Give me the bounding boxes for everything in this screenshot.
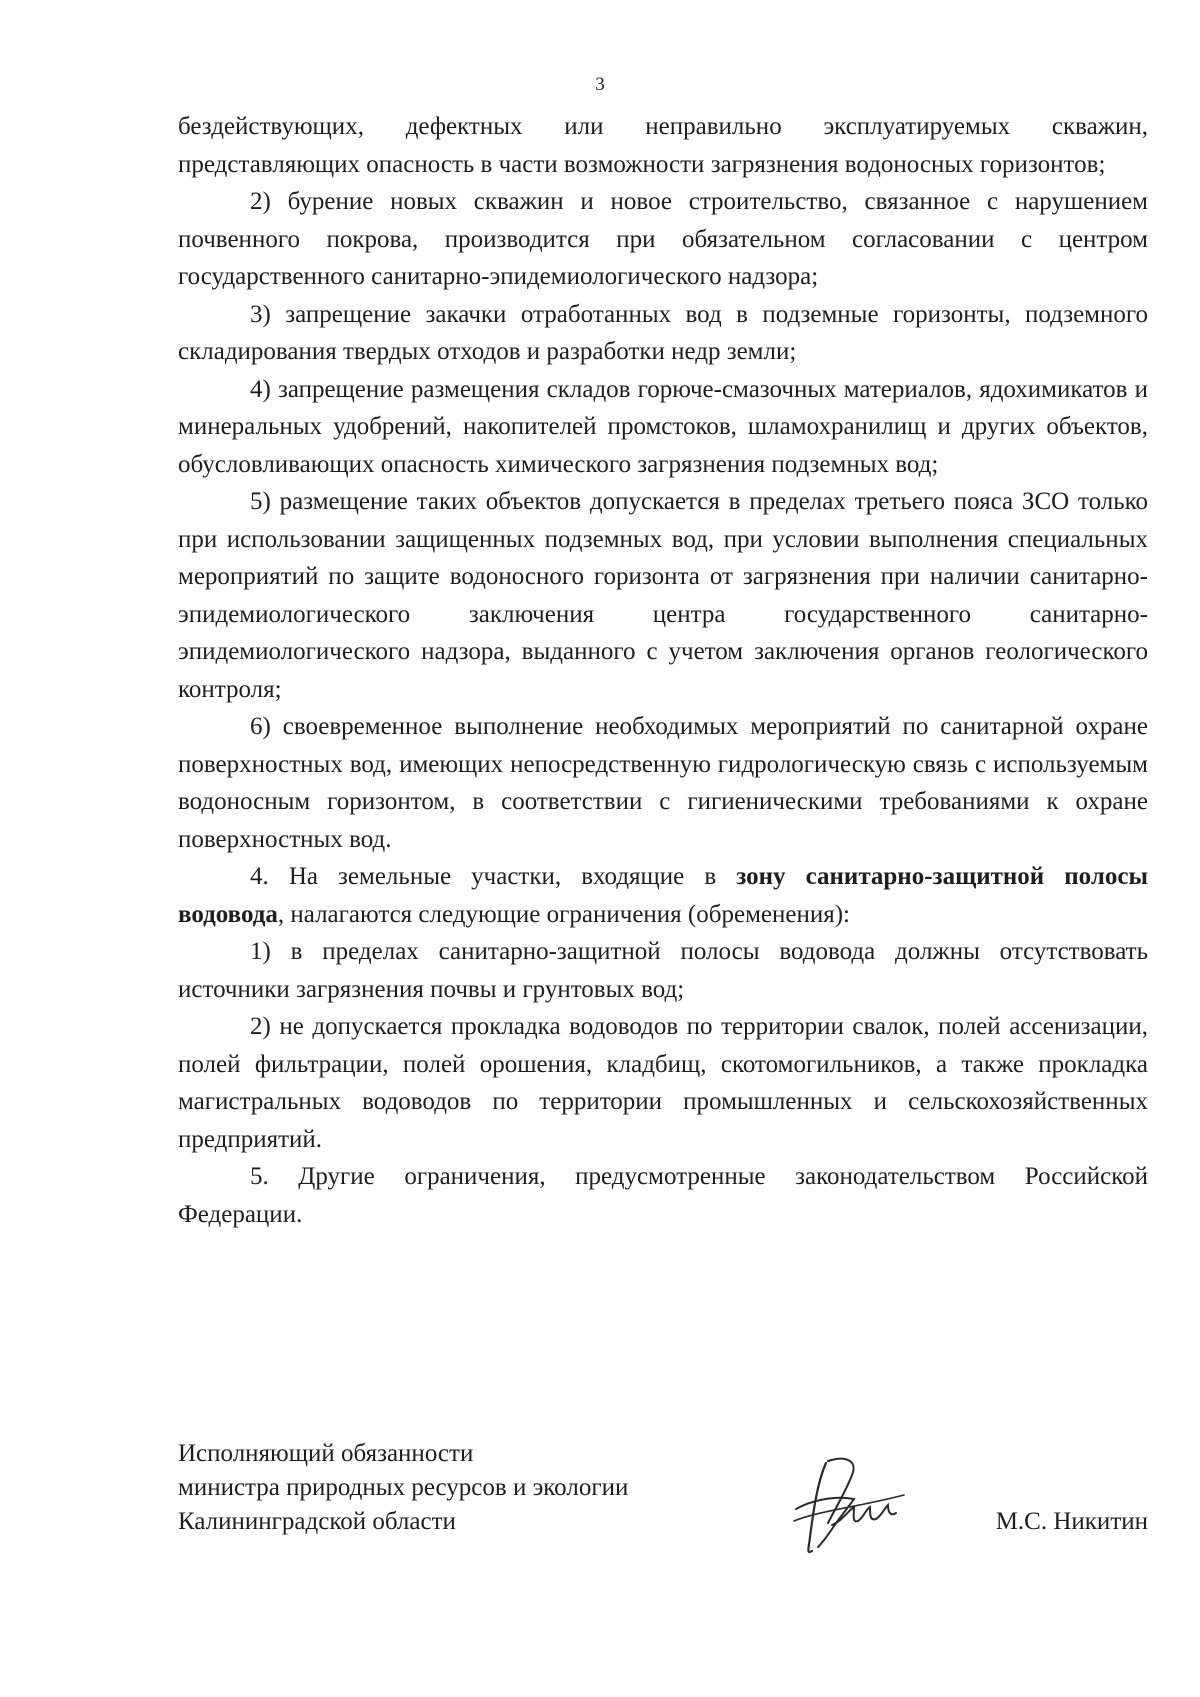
page-number: 3 <box>595 74 605 95</box>
paragraph-text: 3) запрещение закачки отработанных вод в подземные горизонты, подземного складирования твердых отходов и разработки недр земли; <box>178 300 1148 365</box>
paragraph-section-4-zone <box>178 858 1148 933</box>
paragraph-text: 1) в пределах санитарно-защитной полосы водовода должны отсутствовать источники загрязнения почвы и грунтовых вод; <box>178 938 1148 1003</box>
paragraph-item-5-placement <box>178 483 1148 708</box>
zone-emphasis: зону санитарно-защитной полосы водовода <box>178 863 1148 928</box>
paragraph-item-4-storage-ban <box>178 371 1148 484</box>
paragraph-text: 6) своевременное выполнение необходимых мероприятий по санитарной охране поверхностных вод, имеющих непосредственную гидрологическую связь с используемым водоносным горизонтом, в соответствии с гигиеническими требованиями к охране поверхностных вод. <box>178 713 1148 853</box>
paragraph-text: 5. Другие ограничения, предусмотренные законодательством Российской Федерации. <box>178 1163 1148 1228</box>
paragraph-text: 4. На земельные участки, входящие в <box>250 863 737 890</box>
signatory-title-line: министра природных ресурсов и экологии <box>178 1474 629 1501</box>
paragraph-text: 2) бурение новых скважин и новое строительство, связанное с нарушением почвенного покрова, производится при обязательном согласовании с центром государственного санитарно-эпидемиологического надзора; <box>178 188 1148 290</box>
paragraph-text: 5) размещение таких объектов допускается в пределах третьего пояса ЗСО только при использовании защищенных подземных вод, при условии выполнения специальных мероприятий по защите водоносного горизонта от загрязнения при наличии санитарно-эпидемиологического заключения центра государственного санитарно-эпидемиологического надзора, выданного с учетом заключения органов геологического контроля; <box>178 488 1148 703</box>
signature-block <box>178 1437 1148 1557</box>
signatory-title-line: Калининградской области <box>178 1508 456 1535</box>
signatory-name: М.С. Никитин <box>995 1508 1148 1535</box>
paragraph-item-3-injection-ban <box>178 296 1148 371</box>
paragraph-item-2-drilling <box>178 183 1148 296</box>
signatory-title-line: Исполняющий обязанности <box>178 1440 474 1467</box>
paragraph-wells-continuation <box>178 108 1148 183</box>
paragraph-zone-item-1 <box>178 933 1148 1008</box>
document-body <box>178 108 1148 1233</box>
paragraph-section-5-other <box>178 1158 1148 1233</box>
paragraph-zone-item-2 <box>178 1008 1148 1158</box>
paragraph-text: 4) запрещение размещения складов горюче-смазочных материалов, ядохимикатов и минеральных удобрений, накопителей промстоков, шламохранилищ и других объектов, обусловливающих опасность химического загрязнения подземных вод; <box>178 375 1148 478</box>
paragraph-text: 2) не допускается прокладка водоводов по территории свалок, полей ассенизации, полей фильтрации, полей орошения, кладбищ, скотомогильников, а также прокладка магистральных водоводов по территории промышленных и сельскохозяйственных предприятий. <box>178 1013 1148 1153</box>
handwritten-signature <box>788 1451 908 1561</box>
paragraph-text: бездействующих, дефектных или неправильно эксплуатируемых скважин, представляющих опасность в части возможности загрязнения водоносных горизонтов; <box>178 113 1148 178</box>
paragraph-text: , налагаются следующие ограничения (обременения): <box>277 900 850 928</box>
signatory-title <box>178 1437 628 1539</box>
paragraph-item-6-surface-water <box>178 708 1148 858</box>
